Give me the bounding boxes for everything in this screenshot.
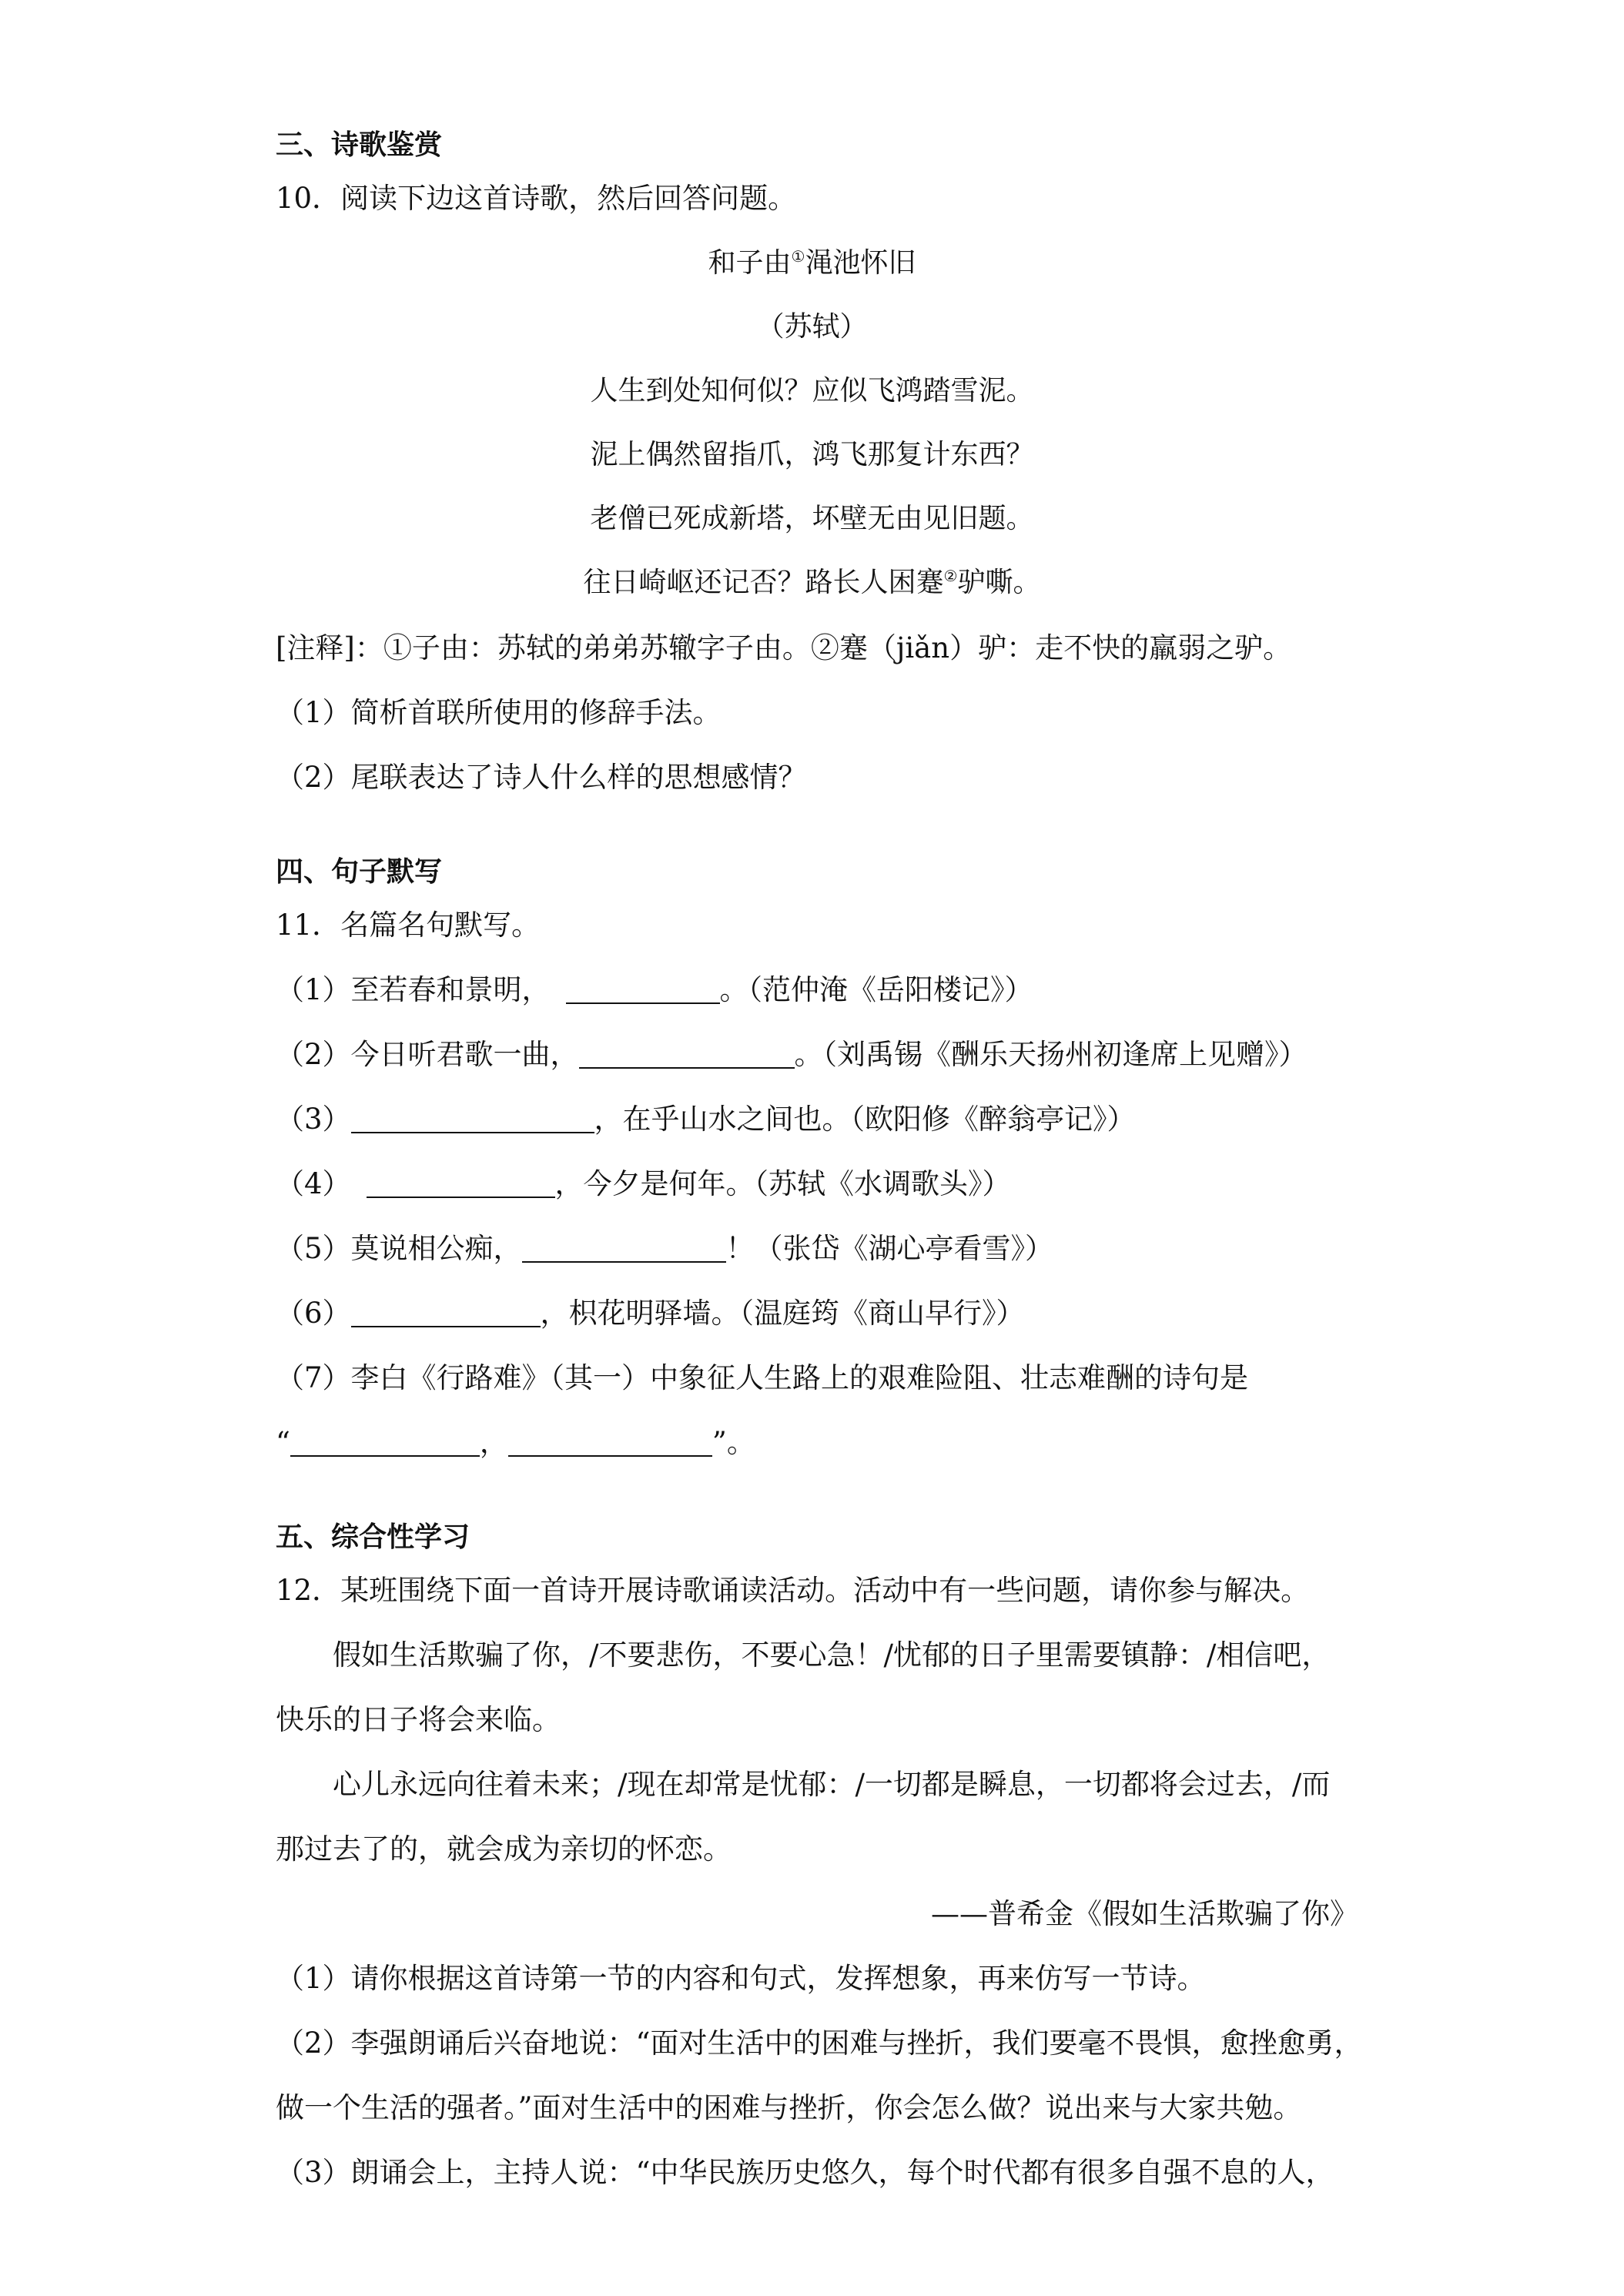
question-10-sub-2: （2）尾联表达了诗人什么样的思想感情？ [276,761,807,794]
answer-blank[interactable] [367,1170,555,1198]
question-12-sub-1: （1）请你根据这首诗第一节的内容和句式，发挥想象，再来仿写一节诗。 [276,1962,1206,1995]
answer-blank[interactable] [579,1041,795,1069]
answer-blank[interactable] [351,1106,594,1133]
poem-line-2: 泥上偶然留指爪，鸿飞那复计东西？ [590,439,1034,470]
answer-blank[interactable] [290,1429,480,1457]
quoted-poem-stanza-1-line-2: 快乐的日子将会来临。 [276,1703,561,1736]
poem-author: （苏轼） [756,311,868,343]
dictation-item-5: （5）莫说相公痴， ！（张岱《湖心亭看雪》） [276,1232,1054,1265]
poem-notes: [注释]：①子由：苏轼的弟弟苏辙字子由。②蹇（jiǎn）驴：走不快的羸弱之驴。 [276,631,1292,664]
dictation-item-3: （3） ，在乎山水之间也。（欧阳修《醉翁亭记》） [276,1103,1136,1136]
section-heading-comprehensive-learning: 五、综合性学习 [276,1521,470,1553]
footnote-marker-2: ② [943,567,958,585]
question-12-sub-2-line-1: （2）李强朗诵后兴奋地说：“面对生活中的困难与挫折，我们要毫不畏惧，愈挫愈勇， [276,2027,1363,2060]
section-heading-poetry-appreciation: 三、诗歌鉴赏 [276,129,443,161]
question-11-prompt: 11．名篇名句默写。 [276,909,541,942]
poem-attribution: ——普希金《假如生活欺骗了你》 [931,1897,1358,1930]
dictation-item-7-answer: “ ， ”。 [276,1426,755,1459]
poem-line-1: 人生到处知何似？应似飞鸿踏雪泥。 [590,375,1034,407]
poem-line-3: 老僧已死成新塔，坏壁无由见旧题。 [590,503,1034,534]
dictation-item-6: （6） ，枳花明驿墙。（温庭筠《商山早行》） [276,1297,1025,1330]
quoted-poem-stanza-2-line-1: 心儿永远向往着未来；/现在却常是忧郁：/一切都是瞬息，一切都将会过去，/而 [333,1768,1331,1801]
question-12-sub-3: （3）朗诵会上，主持人说：“中华民族历史悠久，每个时代都有很多自强不息的人， [276,2156,1334,2189]
question-12-prompt: 12．某班围绕下面一首诗开展诗歌诵读活动。活动中有一些问题，请你参与解决。 [276,1574,1310,1607]
footnote-marker-1: ① [791,247,805,266]
quoted-poem-stanza-2-line-2: 那过去了的，就会成为亲切的怀恋。 [276,1832,732,1866]
dictation-item-2: （2）今日听君歌一曲， 。（刘禹锡《酬乐天扬州初逢席上见赠》） [276,1038,1308,1071]
dictation-item-7: （7）李白《行路难》（其一）中象征人生路上的艰难险阻、壮志难酬的诗句是 [276,1361,1249,1394]
question-10-prompt: 10．阅读下边这首诗歌，然后回答问题。 [276,182,797,215]
quoted-poem-stanza-1-line-1: 假如生活欺骗了你，/不要悲伤，不要心急！/忧郁的日子里需要镇静：/相信吧， [333,1638,1331,1672]
answer-blank[interactable] [508,1429,712,1457]
dictation-item-4: （4） ，今夕是何年。（苏轼《水调歌头》） [276,1167,1011,1200]
poem-line-4: 往日崎岖还记否？路长人困蹇②驴嘶。 [583,567,1041,598]
section-heading-sentence-dictation: 四、句子默写 [276,856,443,888]
question-12-sub-2-line-2: 做一个生活的强者。”面对生活中的困难与挫折，你会怎么做？说出来与大家共勉。 [276,2091,1302,2124]
answer-blank[interactable] [351,1300,541,1327]
answer-blank[interactable] [522,1235,726,1263]
poem-title: 和子由①渑池怀旧 [708,247,916,279]
dictation-item-1: （1）至若春和景明， 。（范仲淹《岳阳楼记》） [276,973,1033,1006]
answer-blank[interactable] [566,976,720,1004]
question-10-sub-1: （1）简析首联所使用的修辞手法。 [276,696,722,729]
